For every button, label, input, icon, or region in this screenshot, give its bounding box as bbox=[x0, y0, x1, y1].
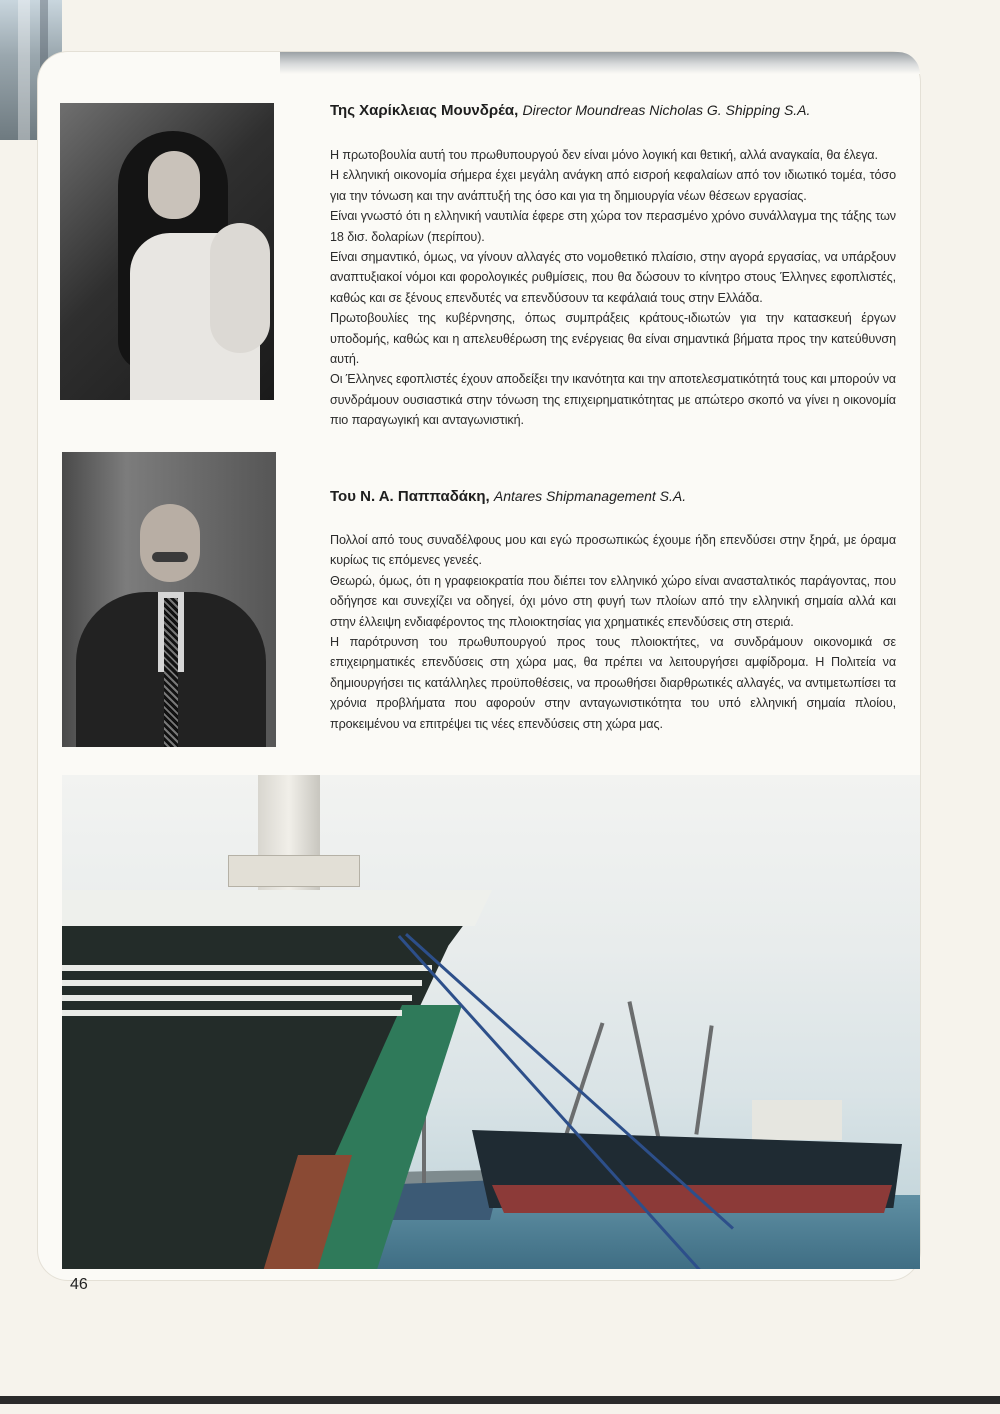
cargo-ship-superstructure bbox=[752, 1100, 842, 1140]
portrait-arm bbox=[210, 223, 270, 353]
bow-stripe bbox=[62, 980, 422, 986]
page-number: 46 bbox=[70, 1276, 88, 1293]
paragraph: Οι Έλληνες εφοπλιστές έχουν αποδείξει την ικανότητα και την αποτελεσματικότητά τους και μπορούν να συνδράμουν ουσιαστικά στην τόνωση της επιχειρηματικότητας με απώτερο σκοπό να γίνει η οικονομία πιο παραγωγική και ανταγωνιστική. bbox=[330, 372, 896, 428]
author-role: Antares Shipmanagement S.A. bbox=[493, 488, 687, 504]
bottom-rule bbox=[0, 1396, 1000, 1404]
author-role: Director Moundreas Nicholas G. Shipping S.A. bbox=[522, 102, 811, 118]
ship-mast-platform bbox=[228, 855, 360, 887]
panel-top-bar bbox=[280, 52, 920, 74]
author-name: Της Χαρίκλειας Μουνδρέα, bbox=[330, 102, 519, 119]
bow-stripe bbox=[62, 1010, 402, 1016]
statement-heading bbox=[330, 100, 896, 121]
statement-body bbox=[330, 145, 896, 431]
portrait-face bbox=[148, 151, 200, 219]
paragraph: Είναι γνωστό ότι η ελληνική ναυτιλία έφερε στη χώρα τον περασμένο χρόνο συνάλλαγμα της τάξης των 18 δισ. δολαρίων (περίπου). bbox=[330, 209, 896, 244]
statement-moundrea bbox=[330, 100, 896, 428]
portrait-moundrea bbox=[60, 103, 274, 400]
bow-stripe bbox=[62, 965, 432, 971]
portrait-tie bbox=[164, 598, 178, 747]
portrait-mustache bbox=[152, 552, 188, 562]
paragraph: Η παρότρυνση του πρωθυπουργού προς τους πλοιοκτήτες, να συνδράμουν οικονομικά σε επιχειρηματικές επενδύσεις στη χώρα μας, θα πρέπει να λειτουργήσει αμφίδρομα. Η Πολιτεία να δημιουργήσει τις κατάλληλες προϋποθέσεις, να προωθήσει διαρθρωτικές αλλαγές, να αντιμετωπίσει τα χρόνια προβλήματα που αφορούν στην ανταγωνιστικότητα του υπό ελληνική σημαία πλοίου, προκειμένου να επιτρέψει τις νέες επενδύσεις στη χώρα μας. bbox=[330, 635, 896, 731]
paragraph: Θεωρώ, όμως, ότι η γραφειοκρατία που διέπει τον ελληνικό χώρο είναι ανασταλτικός παράγοντας, που οδήγησε και συνεχίζει να οδηγεί, όχι μόνο στη φυγή των πλοίων από την ελληνική σημαία αλλά και στην έλλειψη ενδιαφέροντος της πλοιοκτησίας για χρηματικές επενδύσεις στη στεριά. bbox=[330, 573, 896, 629]
author-name: Του Ν. Α. Παππαδάκη, bbox=[330, 488, 490, 505]
paragraph: Η πρωτοβουλία αυτή του πρωθυπουργού δεν είναι μόνο λογική και θετική, αλλά αναγκαία, θα έλεγα. bbox=[330, 148, 878, 162]
paragraph: Η ελληνική οικονομία σήμερα έχει μεγάλη ανάγκη από εισροή κεφαλαίων από τον ιδιωτικό τομέα, τόσο για την τόνωση και την ανάπτυξή της όσο και για τη δημιουργία νέων θέσεων εργασίας. bbox=[330, 168, 896, 203]
bow-stripe bbox=[62, 995, 412, 1001]
bow-rail bbox=[62, 890, 492, 926]
paragraph: Είναι σημαντικό, όμως, να γίνουν αλλαγές στο νομοθετικό πλαίσιο, στην αγορά εργασίας, να υπάρξουν αναπτυξιακοί νόμοι και φορολογικές ρυθμίσεις, που θα δώσουν το κίνητρο στους Έλληνες εφοπλιστές, καθώς και σε ξένους επενδυτές να επενδύσουν τα κεφάλαιά τους στην Ελλάδα. bbox=[330, 250, 896, 305]
portrait-face bbox=[140, 504, 200, 582]
crane bbox=[627, 1001, 660, 1139]
statement-body bbox=[330, 530, 896, 734]
corner-photo-stripe bbox=[18, 0, 30, 140]
crane bbox=[694, 1025, 713, 1134]
paragraph: Πολλοί από τους συναδέλφους μου και εγώ προσωπικώς έχουμε ήδη επενδύσει στην ξηρά, με όραμα κυρίως τις επόμενες γενεές. bbox=[330, 533, 896, 568]
statement-heading bbox=[330, 486, 896, 507]
paragraph: Πρωτοβουλίες της κυβέρνησης, όπως συμπράξεις κράτους-ιδιωτών για την κατασκευή έργων υποδομής, καθώς και η απελευθέρωση της ενέργειας θα είναι σημαντικά βήματα προς την κατεύθυνση αυτή. bbox=[330, 311, 896, 367]
statement-pappadakis bbox=[330, 486, 896, 731]
portrait-pappadakis bbox=[62, 452, 276, 747]
ships-photo bbox=[62, 775, 920, 1269]
